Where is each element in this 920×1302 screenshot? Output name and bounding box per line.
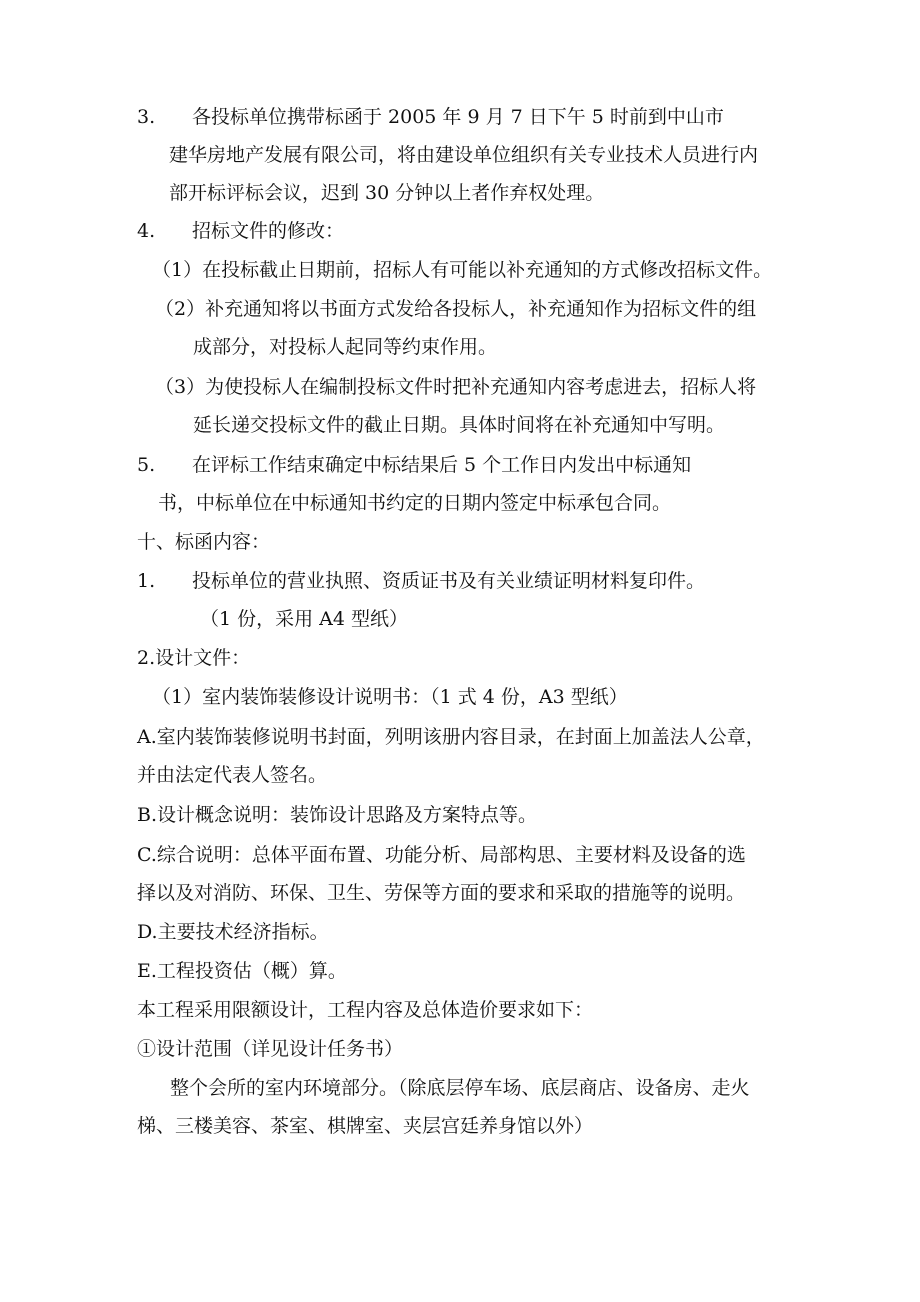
- text-line: A.室内装饰装修说明书封面，列明该册内容目录，在封面上加盖法人公章，: [137, 726, 765, 748]
- text-line: （1）在投标截止日期前，招标人有可能以补充通知的方式修改招标文件。: [152, 259, 773, 281]
- text-line: （1）室内装饰装修设计说明书：（1 式 4 份，A3 型纸）: [152, 686, 628, 708]
- text-line: 投标单位的营业执照、资质证书及有关业绩证明材料复印件。: [192, 570, 706, 592]
- text-line: 书，中标单位在中标通知书约定的日期内签定中标承包合同。: [158, 492, 672, 514]
- text-line: C.综合说明：总体平面布置、功能分析、局部构思、主要材料及设备的选: [137, 844, 746, 866]
- section-heading: 十、标函内容：: [137, 531, 271, 553]
- text-line: 本工程采用限额设计，工程内容及总体造价要求如下：: [137, 999, 594, 1021]
- item-number: 1.: [137, 570, 156, 592]
- text-line: 在评标工作结束确定中标结果后 5 个工作日内发出中标通知: [192, 454, 692, 476]
- text-line: D.主要技术经济指标。: [137, 921, 329, 943]
- text-line: 各投标单位携带标函于 2005 年 9 月 7 日下午 5 时前到中山市: [192, 106, 724, 128]
- text-line: 梯、三楼美容、茶室、棋牌室、夹层宫廷养身馆以外）: [137, 1115, 594, 1137]
- item-number: 3.: [137, 106, 156, 128]
- item-number: 4.: [137, 220, 156, 242]
- text-line: （1 份，采用 A4 型纸）: [200, 608, 409, 630]
- text-line: E.工程投资估（概）算。: [137, 960, 347, 982]
- text-line: B.设计概念说明：装饰设计思路及方案特点等。: [137, 804, 538, 826]
- text-line: 招标文件的修改：: [192, 220, 345, 242]
- text-line: 择以及对消防、环保、卫生、劳保等方面的要求和采取的措施等的说明。: [137, 882, 746, 904]
- text-line: （3）为使投标人在编制投标文件时把补充通知内容考虑进去，招标人将: [155, 376, 757, 398]
- text-line: ①设计范围（详见设计任务书）: [137, 1038, 404, 1060]
- text-line: 延长递交投标文件的截止日期。具体时间将在补充通知中写明。: [193, 414, 726, 436]
- text-line: 整个会所的室内环境部分。（除底层停车场、底层商店、设备房、走火: [170, 1077, 750, 1099]
- text-line: 并由法定代表人签名。: [137, 764, 328, 786]
- text-line: （2）补充通知将以书面方式发给各投标人，补充通知作为招标文件的组: [155, 298, 757, 320]
- text-line: 2.设计文件：: [137, 647, 251, 669]
- text-line: 部开标评标会议，迟到 30 分钟以上者作弃权处理。: [169, 182, 605, 204]
- item-number: 5.: [137, 454, 156, 476]
- text-line: 成部分，对投标人起同等约束作用。: [193, 336, 498, 358]
- text-line: 建华房地产发展有限公司，将由建设单位组织有关专业技术人员进行内: [169, 144, 759, 166]
